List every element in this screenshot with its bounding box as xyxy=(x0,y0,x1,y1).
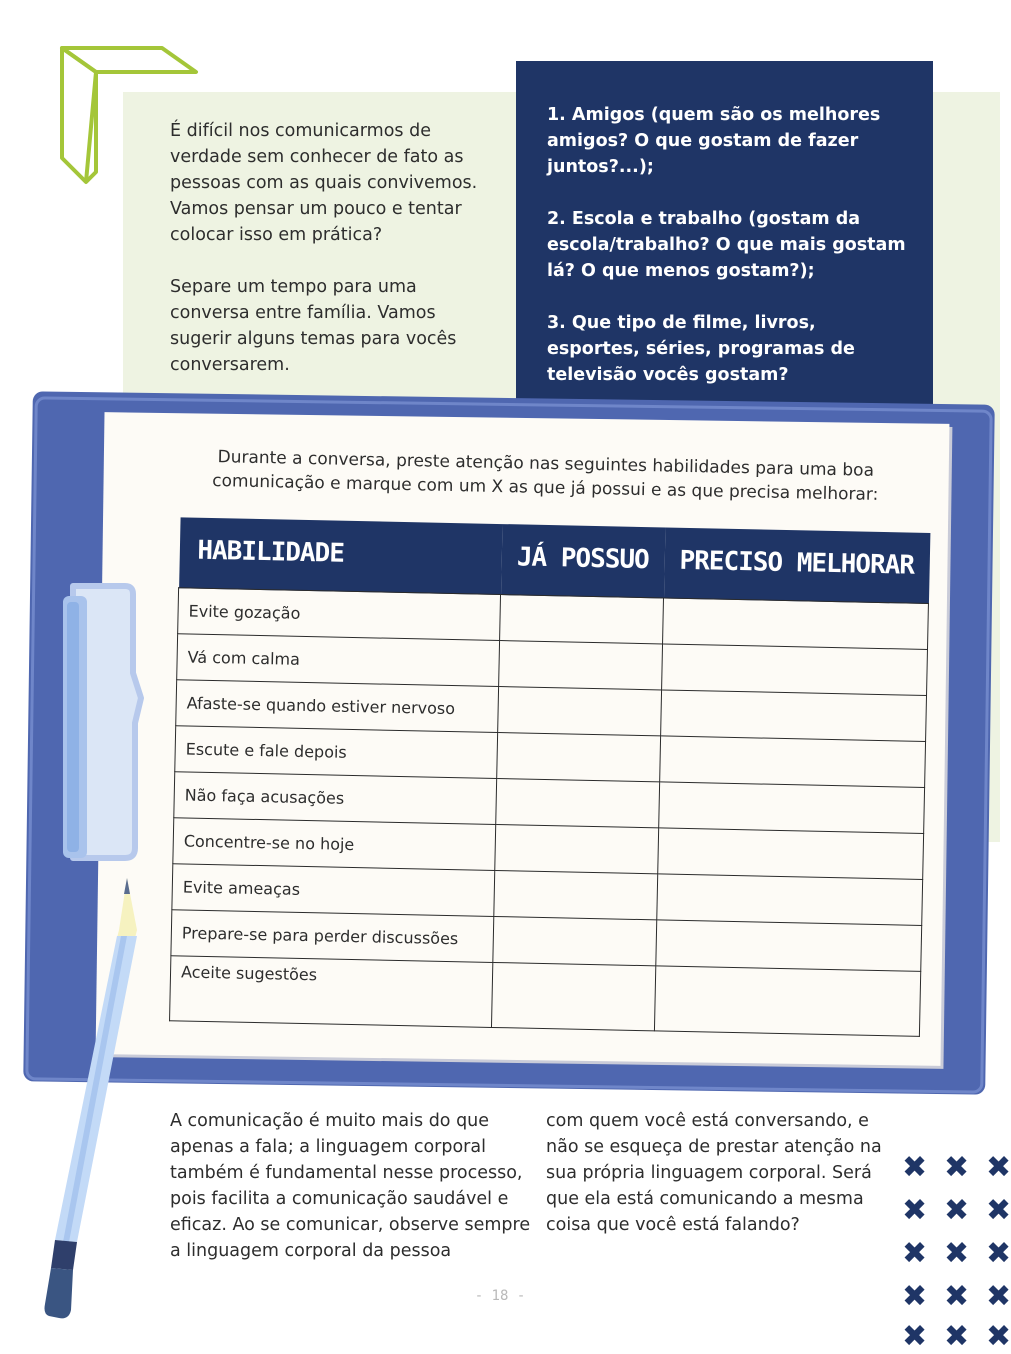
ja-possuo-cell[interactable] xyxy=(493,916,657,965)
skill-label: Não faça acusações xyxy=(174,772,497,825)
preciso-melhorar-cell[interactable] xyxy=(658,828,924,880)
ja-possuo-cell[interactable] xyxy=(496,778,660,827)
x-mark-icon: ✖ xyxy=(944,1279,970,1314)
clipboard-clip-icon xyxy=(55,578,155,868)
preciso-melhorar-cell[interactable] xyxy=(656,920,922,972)
skill-label: Evite ameaças xyxy=(172,864,495,917)
header-preciso-melhorar: PRECISO MELHORAR xyxy=(664,527,930,603)
topics-list xyxy=(547,102,907,414)
skill-label: Vá com calma xyxy=(177,634,500,687)
x-mark-icon: ✖ xyxy=(902,1236,928,1271)
x-mark-icon: ✖ xyxy=(986,1236,1011,1271)
skill-label: Evite gozação xyxy=(178,588,501,641)
page-number: - 18 - xyxy=(474,1288,526,1304)
ja-possuo-cell[interactable] xyxy=(498,687,662,736)
header-habilidade: HABILIDADE xyxy=(179,517,502,594)
x-mark-icon: ✖ xyxy=(944,1319,970,1354)
ja-possuo-cell[interactable] xyxy=(494,870,658,919)
topic-1: 1. Amigos (quem são os melhores amigos? O que gostam de fazer juntos?...); xyxy=(547,105,881,177)
header-ja-possuo: JÁ POSSUO xyxy=(501,524,665,598)
pencil-icon xyxy=(35,870,145,1330)
preciso-melhorar-cell[interactable] xyxy=(659,782,925,834)
x-mark-icon: ✖ xyxy=(986,1193,1011,1228)
x-mark-icon: ✖ xyxy=(902,1193,928,1228)
intro-paragraph-2: Separe um tempo para uma conversa entre família. Vamos sugerir alguns temas para vocês conversarem. xyxy=(170,277,457,375)
x-mark-icon: ✖ xyxy=(986,1319,1011,1354)
x-mark-icon: ✖ xyxy=(902,1279,928,1314)
skill-label: Concentre-se no hoje xyxy=(173,818,496,871)
ja-possuo-cell[interactable] xyxy=(499,641,663,690)
worksheet xyxy=(154,442,936,1038)
ja-possuo-cell[interactable] xyxy=(497,733,661,782)
x-mark-icon: ✖ xyxy=(944,1150,970,1185)
x-mark-icon: ✖ xyxy=(902,1150,928,1185)
bottom-paragraph-right: com quem você está conversando, e não se esqueça de prestar atenção na sua própria linguagem corporal. Será que ela está comunicando a mesma coisa que você está falando? xyxy=(546,1111,882,1235)
preciso-melhorar-cell[interactable] xyxy=(657,874,923,926)
skill-label: Aceite sugestões xyxy=(170,956,493,1028)
preciso-melhorar-cell[interactable] xyxy=(663,598,929,650)
intro-text xyxy=(170,118,500,404)
bottom-paragraph-left: A comunicação é muito mais do que apenas a fala; a linguagem corporal também é fundamental nesse processo, pois facilita a comunicação saudável e eficaz. Ao se comunicar, observe sempre a linguagem corporal da pessoa xyxy=(170,1111,531,1261)
x-mark-icon: ✖ xyxy=(986,1279,1011,1314)
skill-label: Prepare-se para perder discussões xyxy=(171,910,494,963)
skills-table xyxy=(169,517,930,1037)
skill-label: Afaste-se quando estiver nervoso xyxy=(176,680,499,733)
x-mark-icon: ✖ xyxy=(902,1319,928,1354)
topic-3: 3. Que tipo de filme, livros, esportes, séries, programas de televisão vocês gostam? xyxy=(547,313,855,385)
topic-2: 2. Escola e trabalho (gostam da escola/trabalho? O que mais gostam lá? O que menos gostam?); xyxy=(547,209,906,281)
preciso-melhorar-cell[interactable] xyxy=(662,644,928,696)
ja-possuo-cell[interactable] xyxy=(495,824,659,873)
x-mark-icon: ✖ xyxy=(944,1236,970,1271)
ja-possuo-cell[interactable] xyxy=(491,962,655,1030)
preciso-melhorar-cell[interactable] xyxy=(661,690,927,742)
intro-paragraph-1: É difícil nos comunicarmos de verdade sem conhecer de fato as pessoas com as quais convivemos. Vamos pensar um pouco e tentar colocar isso em prática? xyxy=(170,121,478,245)
ja-possuo-cell[interactable] xyxy=(500,595,664,644)
preciso-melhorar-cell[interactable] xyxy=(660,736,926,788)
x-mark-icon: ✖ xyxy=(986,1150,1011,1185)
x-mark-icon: ✖ xyxy=(944,1193,970,1228)
preciso-melhorar-cell[interactable] xyxy=(654,966,920,1037)
worksheet-instructions: Durante a conversa, preste atenção nas seguintes habilidades para uma boa comunicação e marque com um X as que já possui e as que precisa melhorar: xyxy=(212,447,879,505)
skill-label: Escute e fale depois xyxy=(175,726,498,779)
